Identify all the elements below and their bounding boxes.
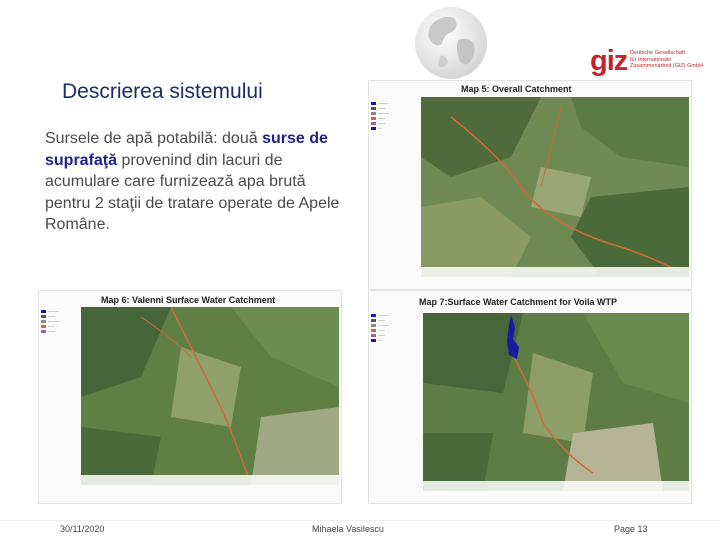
map-7-satellite (423, 313, 689, 491)
body-emphasis: surse de suprafaţă (45, 130, 328, 169)
giz-logo-line1: Deutsche Gesellschaft (630, 50, 686, 56)
map-6-satellite (81, 307, 339, 485)
map-5-image (368, 80, 692, 290)
footer-divider (0, 520, 720, 521)
map-7-image (368, 290, 692, 504)
map-7-legend: ——— —— ——— —— —— — (371, 313, 389, 343)
map-7-title: Map 7:Surface Water Catchment for Voila WTP (419, 297, 618, 307)
giz-logo-mark: giz (590, 45, 628, 77)
slide-title: Descrierea sistemului (62, 80, 263, 103)
body-part-1: Sursele de apă potabilă: două (45, 130, 263, 147)
map-5-satellite (421, 97, 689, 277)
giz-logo (590, 46, 710, 78)
body-part-3: provenind din lacuri de acumulare care furnizează apa brută pentru 2 staţii de tratare operate de Apele Române. (45, 151, 340, 234)
giz-logo-text (630, 50, 703, 70)
globe-graphic (412, 4, 490, 82)
footer-page-number: Page 13 (614, 524, 648, 534)
slide-body (45, 128, 345, 236)
giz-logo-line3: Zusammenarbeit (GIZ) GmbH (630, 63, 704, 69)
footer-author: Mihaela Vasilescu (312, 524, 384, 534)
map-5-title: Map 5: Overall Catchment (461, 84, 572, 94)
footer-date: 30/11/2020 (60, 524, 105, 534)
map-5-legend: ——— —— ——— —— —— — (371, 101, 389, 131)
map-6-legend: ——— —— ——— —— —— (41, 309, 59, 334)
giz-logo-line2: für Internationale (630, 56, 672, 63)
map-6-title: Map 6: Valenni Surface Water Catchment (101, 295, 276, 305)
map-6-image (38, 290, 342, 504)
